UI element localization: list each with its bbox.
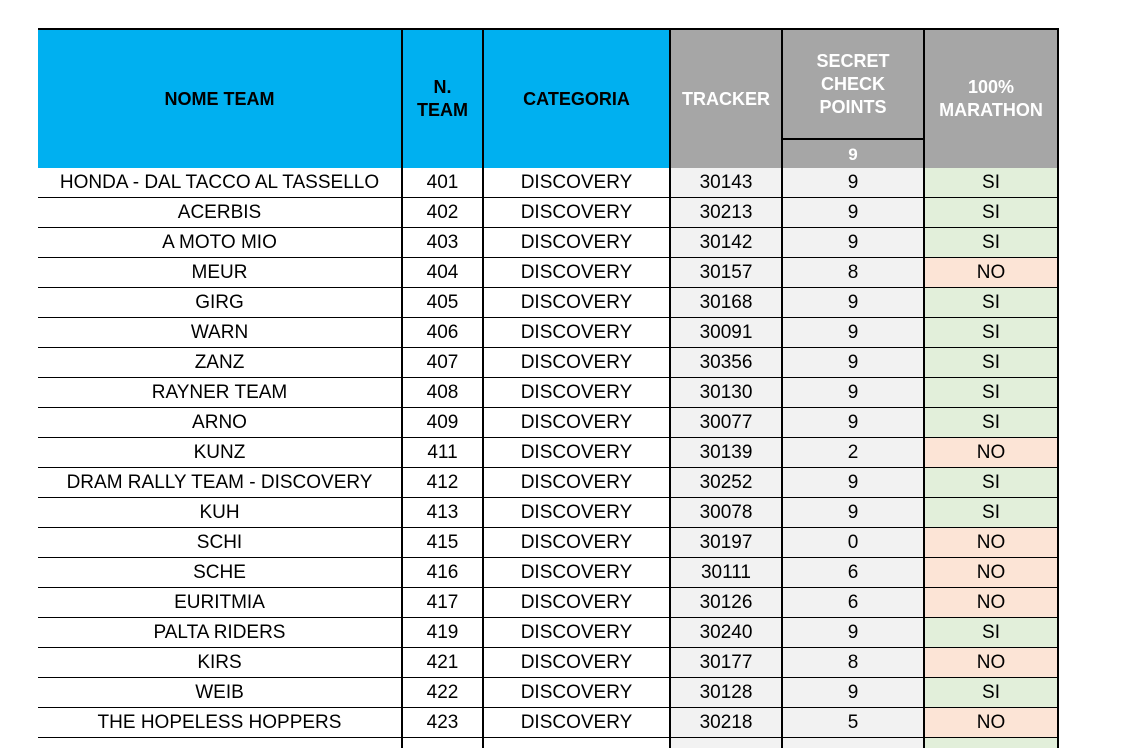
team-number-cell: 417 <box>402 588 483 618</box>
secret-check-points-cell: 9 <box>782 468 924 498</box>
header-secret-check-points-total: 9 <box>782 139 924 168</box>
tracker-cell: 30130 <box>670 378 782 408</box>
table-row <box>38 588 1058 618</box>
team-number-cell: 422 <box>402 678 483 708</box>
marathon-cell: NO <box>924 438 1058 468</box>
marathon-cell: NO <box>924 528 1058 558</box>
category-cell: DISCOVERY <box>483 348 670 378</box>
table-header <box>38 29 1058 168</box>
team-name-cell: HONDA - DAL TACCO AL TASSELLO <box>38 168 402 198</box>
category-cell: DISCOVERY <box>483 678 670 708</box>
table-row <box>38 258 1058 288</box>
secret-check-points-cell: 9 <box>782 318 924 348</box>
category-cell: DISCOVERY <box>483 498 670 528</box>
table-row <box>38 318 1058 348</box>
empty-cell <box>402 738 483 749</box>
table-row <box>38 228 1058 258</box>
team-name-cell: A MOTO MIO <box>38 228 402 258</box>
tracker-cell: 30157 <box>670 258 782 288</box>
marathon-cell: SI <box>924 618 1058 648</box>
marathon-cell: SI <box>924 198 1058 228</box>
table-row <box>38 348 1058 378</box>
secret-check-points-cell: 9 <box>782 378 924 408</box>
marathon-cell: SI <box>924 378 1058 408</box>
marathon-cell: NO <box>924 258 1058 288</box>
team-name-cell: DRAM RALLY TEAM - DISCOVERY <box>38 468 402 498</box>
secret-check-points-cell: 9 <box>782 498 924 528</box>
marathon-cell: NO <box>924 588 1058 618</box>
category-cell: DISCOVERY <box>483 588 670 618</box>
table-row <box>38 288 1058 318</box>
header-marathon-label: 100% MARATHON <box>939 77 1043 120</box>
table-row <box>38 168 1058 198</box>
tracker-cell: 30197 <box>670 528 782 558</box>
secret-check-points-cell: 2 <box>782 438 924 468</box>
tracker-cell: 30168 <box>670 288 782 318</box>
tracker-cell: 30252 <box>670 468 782 498</box>
header-secret-check-points-label: SECRET CHECK POINTS <box>816 50 890 117</box>
header-team-name: NOME TEAM <box>38 29 402 168</box>
table-body <box>38 168 1058 748</box>
team-name-cell: WARN <box>38 318 402 348</box>
team-number-cell: 408 <box>402 378 483 408</box>
secret-check-points-cell: 6 <box>782 588 924 618</box>
marathon-cell: SI <box>924 318 1058 348</box>
secret-check-points-cell: 9 <box>782 288 924 318</box>
category-cell: DISCOVERY <box>483 378 670 408</box>
secret-check-points-cell: 8 <box>782 648 924 678</box>
team-number-cell: 415 <box>402 528 483 558</box>
team-name-cell: THE HOPELESS HOPPERS <box>38 708 402 738</box>
team-name-cell: ACERBIS <box>38 198 402 228</box>
marathon-cell: SI <box>924 468 1058 498</box>
secret-check-points-cell: 9 <box>782 678 924 708</box>
tracker-cell: 30078 <box>670 498 782 528</box>
table-row <box>38 558 1058 588</box>
table-row <box>38 498 1058 528</box>
team-number-cell: 419 <box>402 618 483 648</box>
category-cell: DISCOVERY <box>483 408 670 438</box>
team-number-cell: 401 <box>402 168 483 198</box>
tracker-cell: 30128 <box>670 678 782 708</box>
category-cell: DISCOVERY <box>483 618 670 648</box>
table-row <box>38 378 1058 408</box>
secret-check-points-cell: 8 <box>782 258 924 288</box>
team-name-cell: ARNO <box>38 408 402 438</box>
category-cell: DISCOVERY <box>483 648 670 678</box>
category-cell: DISCOVERY <box>483 528 670 558</box>
marathon-cell: SI <box>924 498 1058 528</box>
team-number-cell: 413 <box>402 498 483 528</box>
header-team-number-label: N. TEAM <box>417 77 468 120</box>
marathon-cell: SI <box>924 288 1058 318</box>
marathon-cell: NO <box>924 648 1058 678</box>
empty-cell <box>483 738 670 749</box>
team-number-cell: 403 <box>402 228 483 258</box>
tracker-cell: 30143 <box>670 168 782 198</box>
category-cell: DISCOVERY <box>483 708 670 738</box>
secret-check-points-cell: 0 <box>782 528 924 558</box>
table-row <box>38 468 1058 498</box>
category-cell: DISCOVERY <box>483 228 670 258</box>
secret-check-points-cell: 9 <box>782 348 924 378</box>
team-number-cell: 402 <box>402 198 483 228</box>
tracker-cell: 30139 <box>670 438 782 468</box>
tracker-cell: 30356 <box>670 348 782 378</box>
secret-check-points-cell: 5 <box>782 708 924 738</box>
header-tracker: TRACKER <box>670 29 782 168</box>
tracker-cell: 30091 <box>670 318 782 348</box>
category-cell: DISCOVERY <box>483 558 670 588</box>
results-sheet <box>38 28 1058 748</box>
header-team-number <box>402 29 483 168</box>
secret-check-points-cell: 9 <box>782 198 924 228</box>
table-row <box>38 408 1058 438</box>
team-number-cell: 406 <box>402 318 483 348</box>
team-name-cell: SCHI <box>38 528 402 558</box>
tracker-cell: 30111 <box>670 558 782 588</box>
table-row <box>38 528 1058 558</box>
team-name-cell: KUNZ <box>38 438 402 468</box>
team-number-cell: 407 <box>402 348 483 378</box>
tracker-cell: 30213 <box>670 198 782 228</box>
secret-check-points-cell: 9 <box>782 618 924 648</box>
team-name-cell: ZANZ <box>38 348 402 378</box>
team-number-cell: 411 <box>402 438 483 468</box>
category-cell: DISCOVERY <box>483 468 670 498</box>
category-cell: DISCOVERY <box>483 438 670 468</box>
header-category: CATEGORIA <box>483 29 670 168</box>
team-name-cell: GIRG <box>38 288 402 318</box>
secret-check-points-cell: 9 <box>782 228 924 258</box>
header-marathon <box>924 29 1058 168</box>
category-cell: DISCOVERY <box>483 318 670 348</box>
team-name-cell: SCHE <box>38 558 402 588</box>
team-number-cell: 412 <box>402 468 483 498</box>
tracker-cell: 30077 <box>670 408 782 438</box>
tracker-cell: 30177 <box>670 648 782 678</box>
team-name-cell: RAYNER TEAM <box>38 378 402 408</box>
marathon-cell: NO <box>924 708 1058 738</box>
table-row <box>38 678 1058 708</box>
secret-check-points-cell: 6 <box>782 558 924 588</box>
empty-cell <box>670 738 782 749</box>
empty-cell <box>38 738 402 749</box>
tracker-cell: 30218 <box>670 708 782 738</box>
results-table <box>38 28 1059 748</box>
table-row <box>38 648 1058 678</box>
marathon-cell: SI <box>924 678 1058 708</box>
marathon-cell: SI <box>924 228 1058 258</box>
header-secret-check-points <box>782 29 924 139</box>
table-row <box>38 708 1058 738</box>
team-number-cell: 416 <box>402 558 483 588</box>
category-cell: DISCOVERY <box>483 168 670 198</box>
tracker-cell: 30126 <box>670 588 782 618</box>
category-cell: DISCOVERY <box>483 258 670 288</box>
team-number-cell: 423 <box>402 708 483 738</box>
team-number-cell: 405 <box>402 288 483 318</box>
team-number-cell: 421 <box>402 648 483 678</box>
team-name-cell: WEIB <box>38 678 402 708</box>
team-name-cell: KIRS <box>38 648 402 678</box>
category-cell: DISCOVERY <box>483 288 670 318</box>
tracker-cell: 30142 <box>670 228 782 258</box>
tracker-cell: 30240 <box>670 618 782 648</box>
secret-check-points-cell: 9 <box>782 168 924 198</box>
team-name-cell: EURITMIA <box>38 588 402 618</box>
marathon-cell: SI <box>924 408 1058 438</box>
table-row-partial <box>38 738 1058 749</box>
table-row <box>38 198 1058 228</box>
secret-check-points-cell: 9 <box>782 408 924 438</box>
marathon-cell: NO <box>924 558 1058 588</box>
team-number-cell: 409 <box>402 408 483 438</box>
team-name-cell: MEUR <box>38 258 402 288</box>
empty-cell <box>782 738 924 749</box>
category-cell: DISCOVERY <box>483 198 670 228</box>
table-row <box>38 438 1058 468</box>
table-row <box>38 618 1058 648</box>
marathon-cell: SI <box>924 168 1058 198</box>
team-number-cell: 404 <box>402 258 483 288</box>
empty-cell <box>924 738 1058 749</box>
marathon-cell: SI <box>924 348 1058 378</box>
team-name-cell: KUH <box>38 498 402 528</box>
team-name-cell: PALTA RIDERS <box>38 618 402 648</box>
